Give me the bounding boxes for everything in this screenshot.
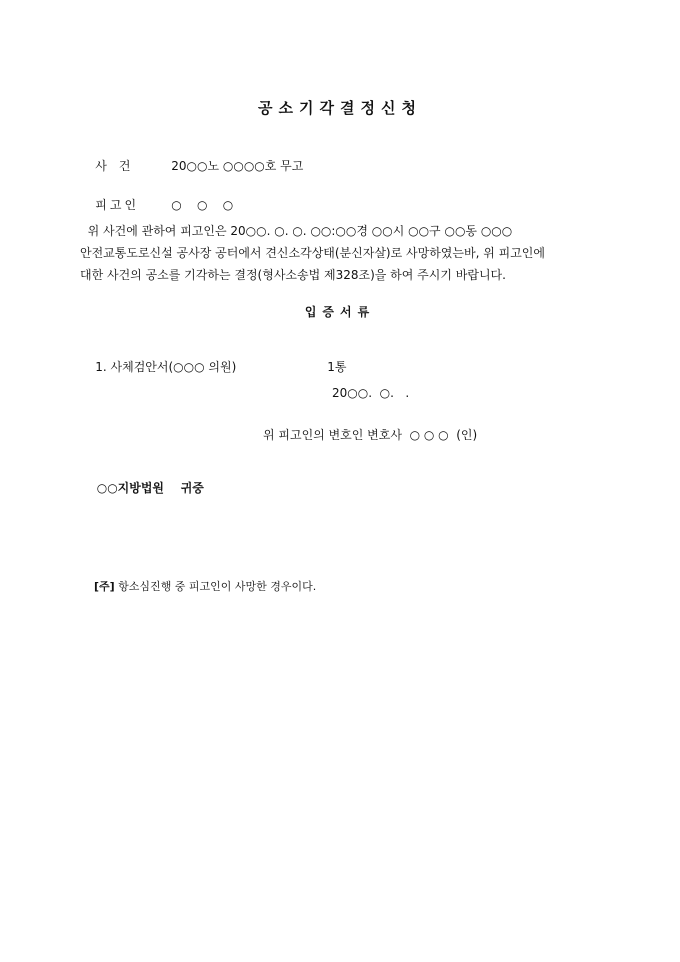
footnote-tag: [주] [94,580,115,593]
defendant-value: ○ ○ ○ [171,198,234,212]
case-label: 사건 [95,159,143,173]
request-body [80,220,605,286]
footnote-text: 항소심진행 중 피고인이 사망한 경우이다. [114,580,317,593]
evidence-count: 1통 [327,360,347,374]
body-line: 안전교통도로신설 공사장 공터에서 견신소각상태(분신자살)로 사망하였는바, 위 피고인에 [80,246,545,260]
evidence-heading: 입증서류 [304,305,376,319]
defendant-label: 피고인 [95,198,140,212]
evidence-document: 1. 사체검안서(○○○ 의원) [95,360,237,374]
filing-date: 20○○. ○. . [332,386,410,400]
case-value: 20○○노 ○○○○호 무고 [171,159,304,173]
body-line: 위 사건에 관하여 피고인은 20○○. ○. ○. ○○:○○경 ○○시 ○○구 ○○동 ○○○ [80,224,513,238]
court-suffix: 귀중 [180,481,204,495]
evidence-item [80,344,347,389]
court-name: ○○지방법원 [96,481,165,495]
signature-line: 위 피고인의 변호인 변호사 ○ ○ ○ (인) [263,428,478,442]
court-addressee [80,465,204,510]
body-line: 대한 사건의 공소를 기각하는 결정(형사소송법 제328조)을 하여 주시기 바랍니다. [80,268,506,282]
document-title: 공소기각결정신청 [258,99,422,117]
footnote [80,565,316,607]
